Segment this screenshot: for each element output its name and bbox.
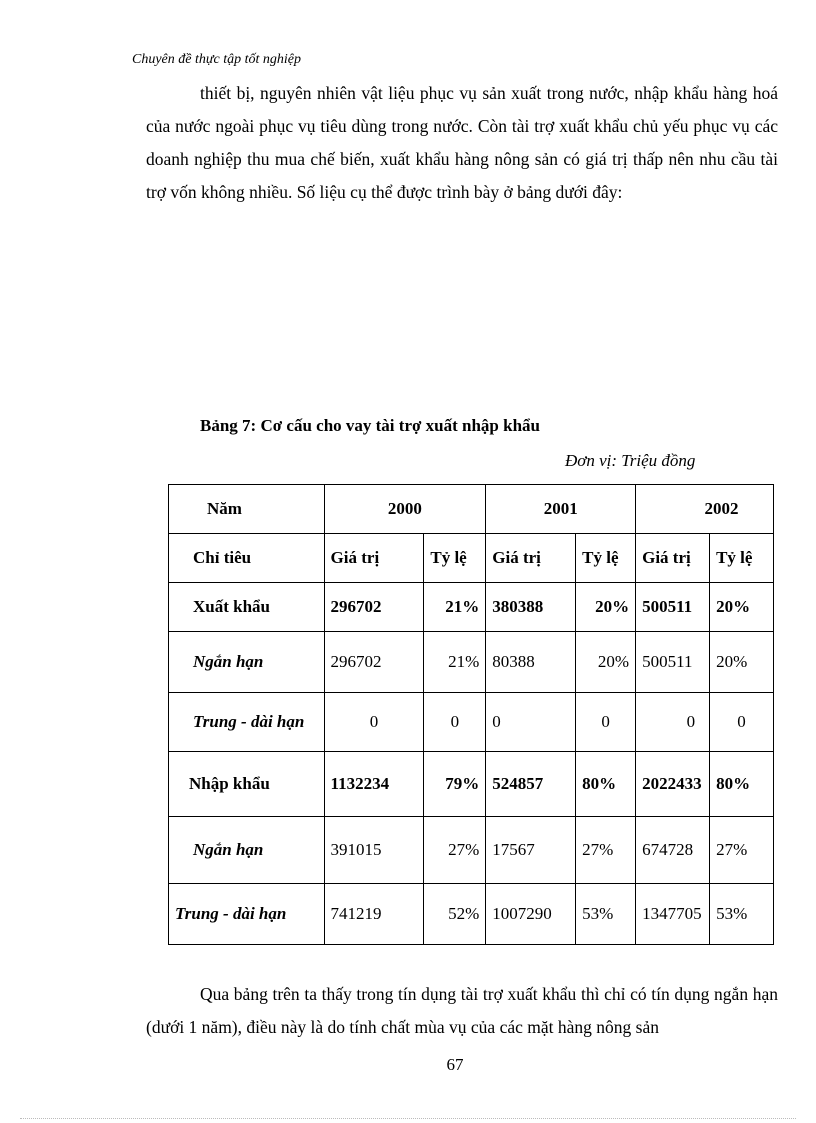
cell-value: 296702 bbox=[324, 632, 424, 693]
cell-ratio: 53% bbox=[710, 884, 774, 945]
cell-value: 80388 bbox=[486, 632, 576, 693]
ratio-header: Tỷ lệ bbox=[710, 534, 774, 583]
table-row bbox=[169, 752, 774, 817]
table-row bbox=[169, 884, 774, 945]
cell-value: 2022433 bbox=[636, 752, 710, 817]
page-footer-divider bbox=[20, 1118, 796, 1119]
table-row bbox=[169, 583, 774, 632]
row-label: Trung - dài hạn bbox=[169, 693, 325, 752]
cell-value: 296702 bbox=[324, 583, 424, 632]
running-header: Chuyên đề thực tập tốt nghiệp bbox=[132, 52, 301, 67]
intro-paragraph: thiết bị, nguyên nhiên vật liệu phục vụ sản xuất trong nước, nhập khẩu hàng hoá của nước ngoài phục vụ tiêu dùng trong nước. Còn tài trợ xuất khẩu chủ yếu phục vụ các doanh nghiệp thu mua chế biến, xuất khẩu hàng nông sản có giá trị thấp nên nhu cầu tài trợ vốn không nhiều. Số liệu cụ thể được trình bày ở bảng dưới đây: bbox=[146, 83, 778, 202]
value-header: Giá trị bbox=[636, 534, 710, 583]
table-row bbox=[169, 693, 774, 752]
cell-ratio: 20% bbox=[710, 583, 774, 632]
cell-value: 741219 bbox=[324, 884, 424, 945]
cell-value: 17567 bbox=[486, 817, 576, 884]
cell-ratio: 27% bbox=[424, 817, 486, 884]
year-2000: 2000 bbox=[324, 485, 486, 534]
cell-value: 1347705 bbox=[636, 884, 710, 945]
cell-value: 524857 bbox=[486, 752, 576, 817]
cell-ratio: 21% bbox=[424, 632, 486, 693]
cell-ratio: 53% bbox=[576, 884, 636, 945]
cell-ratio: 0 bbox=[710, 693, 774, 752]
cell-value: 500511 bbox=[636, 583, 710, 632]
cell-value: 0 bbox=[324, 693, 424, 752]
cell-ratio: 20% bbox=[710, 632, 774, 693]
row-label: Trung - dài hạn bbox=[169, 884, 325, 945]
cell-value: 674728 bbox=[636, 817, 710, 884]
cell-ratio: 52% bbox=[424, 884, 486, 945]
table-caption: Bảng 7: Cơ cấu cho vay tài trợ xuất nhập khẩu bbox=[200, 416, 540, 435]
cell-value: 391015 bbox=[324, 817, 424, 884]
cell-ratio: 0 bbox=[424, 693, 486, 752]
ratio-header: Tỷ lệ bbox=[576, 534, 636, 583]
year-header: Năm bbox=[169, 485, 325, 534]
table-subheader-row bbox=[169, 534, 774, 583]
value-header: Giá trị bbox=[486, 534, 576, 583]
value-header: Giá trị bbox=[324, 534, 424, 583]
table-row bbox=[169, 632, 774, 693]
page-number: 67 bbox=[446, 1055, 464, 1074]
cell-value: 380388 bbox=[486, 583, 576, 632]
cell-ratio: 20% bbox=[576, 583, 636, 632]
cell-ratio: 80% bbox=[576, 752, 636, 817]
cell-value: 1132234 bbox=[324, 752, 424, 817]
cell-ratio: 79% bbox=[424, 752, 486, 817]
ratio-header: Tỷ lệ bbox=[424, 534, 486, 583]
cell-ratio: 27% bbox=[576, 817, 636, 884]
import-export-financing-table bbox=[168, 484, 774, 945]
cell-value: 0 bbox=[636, 693, 710, 752]
cell-value: 1007290 bbox=[486, 884, 576, 945]
year-2002: 2002 bbox=[636, 485, 774, 534]
cell-ratio: 20% bbox=[576, 632, 636, 693]
row-label: Xuất khẩu bbox=[169, 583, 325, 632]
row-label: Ngắn hạn bbox=[169, 817, 325, 884]
cell-value: 500511 bbox=[636, 632, 710, 693]
analysis-paragraph: Qua bảng trên ta thấy trong tín dụng tài trợ xuất khẩu thì chỉ có tín dụng ngắn hạn (dưới 1 năm), điều này là do tính chất mùa vụ của các mặt hàng nông sản bbox=[146, 984, 778, 1037]
unit-label: Đơn vị: Triệu đồng bbox=[565, 451, 696, 470]
cell-ratio: 80% bbox=[710, 752, 774, 817]
year-2001: 2001 bbox=[486, 485, 636, 534]
table-year-row bbox=[169, 485, 774, 534]
cell-ratio: 21% bbox=[424, 583, 486, 632]
cell-ratio: 0 bbox=[576, 693, 636, 752]
cell-ratio: 27% bbox=[710, 817, 774, 884]
row-label: Ngắn hạn bbox=[169, 632, 325, 693]
table-row bbox=[169, 817, 774, 884]
indicator-header: Chỉ tiêu bbox=[169, 534, 325, 583]
row-label: Nhập khẩu bbox=[169, 752, 325, 817]
cell-value: 0 bbox=[486, 693, 576, 752]
